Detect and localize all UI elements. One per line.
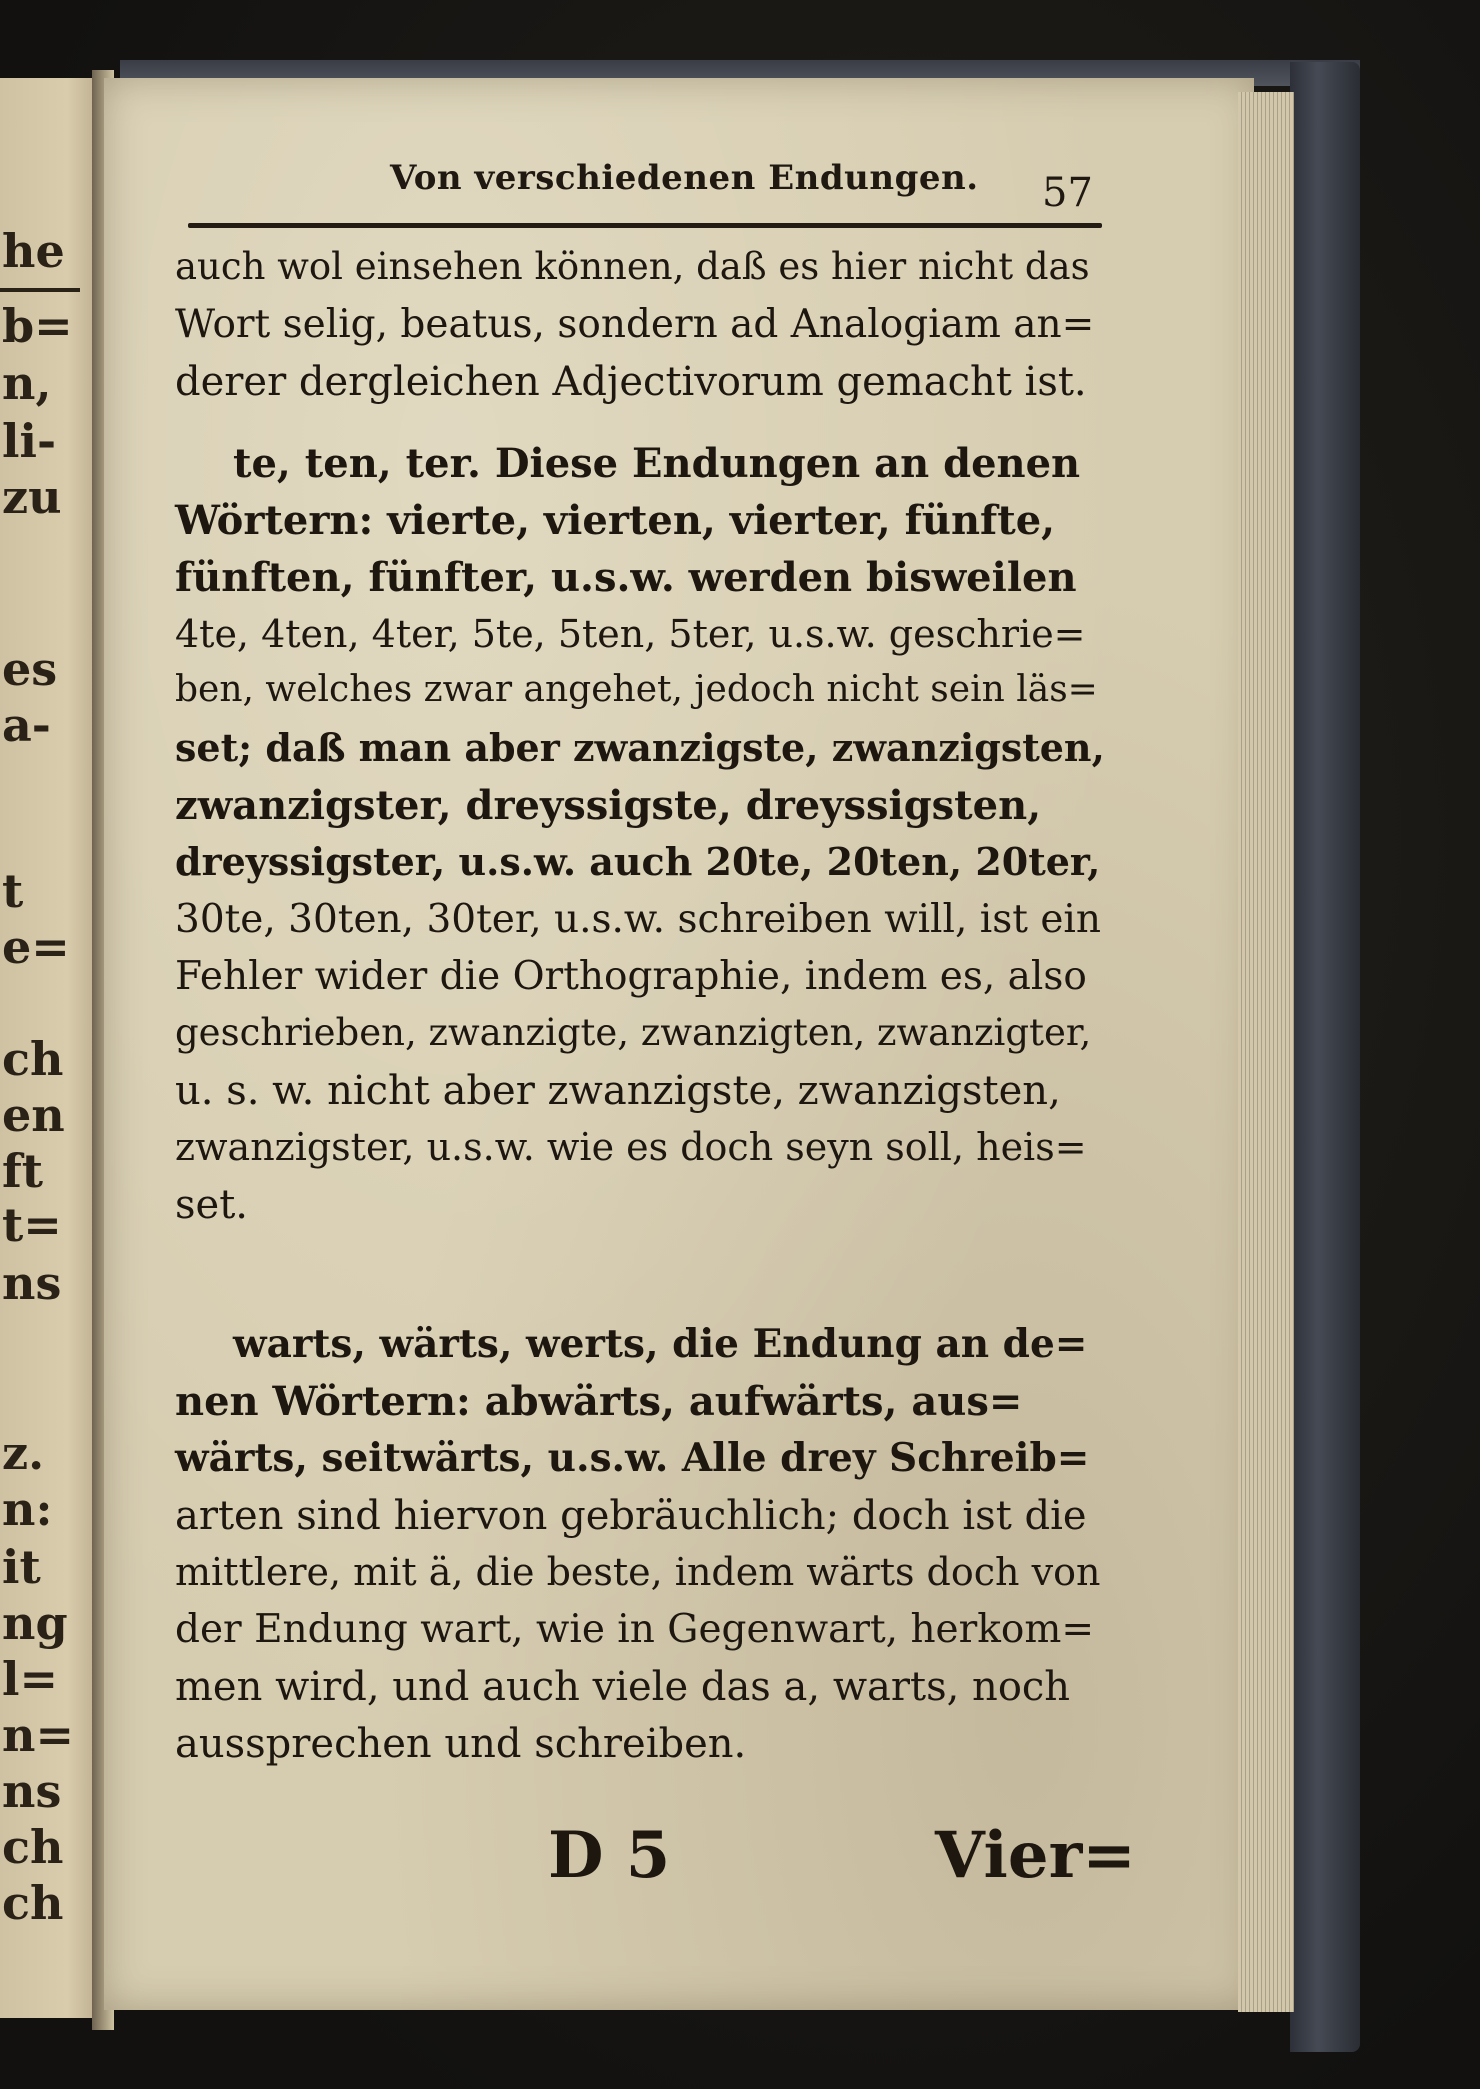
text-line: Wörtern: vierte, vierten, vierter, fünfte, — [175, 497, 1056, 544]
text-line: mittlere, mit ä, die beste, indem wärts doch von — [175, 1550, 1101, 1594]
facing-fragment: n, — [2, 356, 52, 410]
facing-fragment: ch — [2, 1876, 64, 1930]
page-fore-edges — [1238, 92, 1294, 2012]
text-line: te, ten, ter. Diese Endungen an denen — [233, 440, 1081, 487]
facing-fragment: zu — [2, 470, 62, 524]
facing-fragment: a- — [2, 698, 51, 752]
facing-fragment: es — [2, 642, 58, 696]
facing-fragment: t= — [2, 1198, 62, 1252]
facing-fragment: en — [2, 1088, 65, 1142]
facing-fragment: ft — [2, 1144, 44, 1198]
text-line: u. s. w. nicht aber zwanzigste, zwanzigsten, — [175, 1068, 1061, 1114]
facing-fragment: e= — [2, 920, 70, 974]
facing-fragment: he — [2, 224, 65, 278]
text-line: set. — [175, 1182, 248, 1228]
text-line: Fehler wider die Orthographie, indem es, also — [175, 954, 1087, 999]
text-line: wärts, seitwärts, u.s.w. Alle drey Schreib= — [175, 1435, 1090, 1481]
text-line: der Endung wart, wie in Gegenwart, herkom= — [175, 1607, 1095, 1652]
facing-fragment: it — [2, 1540, 41, 1594]
text-line: 30te, 30ten, 30ter, u.s.w. schreiben will, ist ein — [175, 897, 1102, 942]
text-line: fünften, fünfter, u.s.w. werden bisweilen — [175, 554, 1077, 601]
page-number: 57 — [1042, 170, 1093, 216]
text-line: derer dergleichen Adjectivorum gemacht ist. — [175, 359, 1087, 405]
catchword: Vier= — [935, 1818, 1136, 1893]
facing-fragment: li- — [2, 414, 57, 468]
text-line: warts, wärts, werts, die Endung an de= — [233, 1321, 1088, 1367]
facing-fragment: ch — [2, 1032, 64, 1086]
text-line: 4te, 4ten, 4ter, 5te, 5ten, 5ter, u.s.w. geschrie= — [175, 612, 1086, 656]
running-title: Von verschiedenen Endungen. — [390, 158, 979, 198]
text-line: nen Wörtern: abwärts, aufwärts, aus= — [175, 1378, 1023, 1425]
facing-page-edge — [0, 78, 96, 2018]
text-line: Wort selig, beatus, sondern ad Analogiam an= — [175, 302, 1095, 347]
text-line: geschrieben, zwanzigte, zwanzigten, zwanzigter, — [175, 1011, 1092, 1054]
book-cover-edge — [1290, 62, 1360, 2052]
facing-fragment: t — [2, 864, 24, 918]
facing-fragment: ch — [2, 1820, 64, 1874]
facing-fragment: b= — [2, 299, 73, 353]
facing-fragment: ns — [2, 1256, 62, 1310]
text-line: auch wol einsehen können, daß es hier nicht das — [175, 245, 1090, 288]
text-line: set; daß man aber zwanzigste, zwanzigsten, — [175, 725, 1105, 770]
text-line: men wird, und auch viele das a, warts, noch — [175, 1664, 1071, 1710]
facing-fragment: ns — [2, 1764, 62, 1818]
text-line: zwanzigster, u.s.w. wie es doch seyn soll, heis= — [175, 1125, 1087, 1169]
text-line: ben, welches zwar angehet, jedoch nicht sein läs= — [175, 669, 1098, 710]
header-rule — [188, 223, 1102, 228]
text-line: aussprechen und schreiben. — [175, 1721, 747, 1767]
facing-fragment: n= — [2, 1708, 74, 1762]
facing-page-rule — [0, 288, 80, 292]
facing-fragment: l= — [2, 1652, 59, 1706]
text-line: zwanzigster, dreyssigste, dreyssigsten, — [175, 782, 1042, 829]
facing-fragment: ng — [2, 1596, 68, 1650]
facing-fragment: n: — [2, 1482, 53, 1536]
signature-mark: D 5 — [548, 1818, 671, 1893]
text-line: arten sind hiervon gebräuchlich; doch ist die — [175, 1493, 1087, 1539]
facing-fragment: z. — [2, 1426, 45, 1480]
text-line: dreyssigster, u.s.w. auch 20te, 20ten, 20ter, — [175, 839, 1101, 884]
